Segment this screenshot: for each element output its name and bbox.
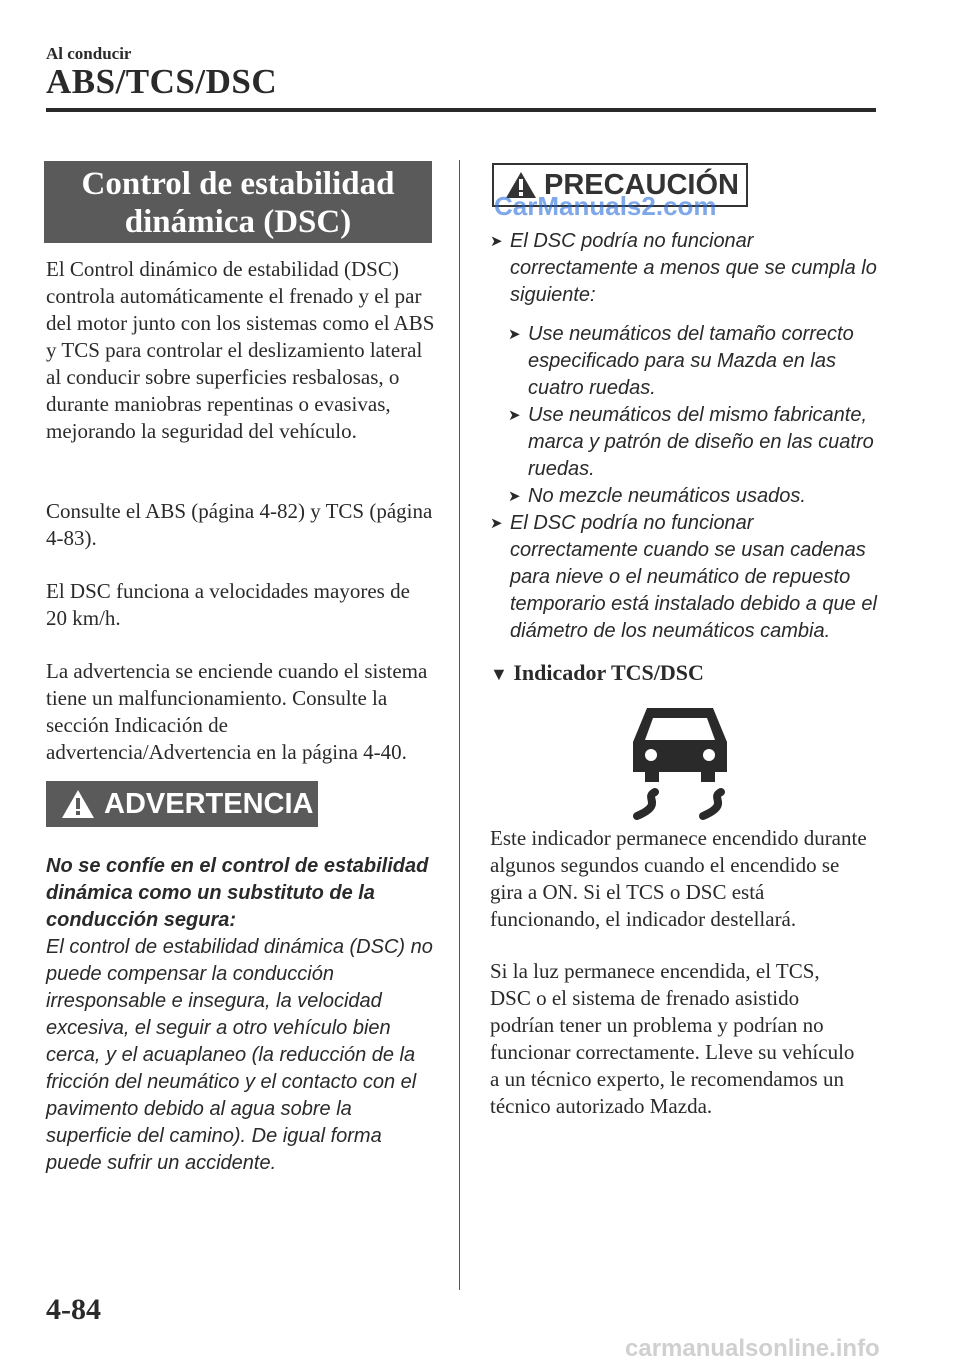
caution-item-1: ➤ El DSC podría no funcionar correctamente a menos que se cumpla lo siguiente: [490, 228, 880, 309]
section-title-line1: Control de estabilidad [81, 166, 395, 202]
caution-subitem-1: ➤ Use neumáticos del tamaño correcto especificado para su Mazda en las cuatro ruedas. [508, 321, 880, 402]
footer-watermark: carmanualsonline.info [625, 1335, 880, 1362]
warning-label: ADVERTENCIA [104, 787, 314, 820]
warning-light-paragraph: La advertencia se enciende cuando el sistema tiene un malfuncionamiento. Consulte la sección Indicación de advertencia/Advertencia en la página 4-40. [46, 659, 428, 764]
section-title-line2: dinámica (DSC) [124, 204, 352, 240]
page-title: ABS/TCS/DSC [46, 62, 278, 101]
intro-paragraph: El Control dinámico de estabilidad (DSC) controla automáticamente el frenado y el par del motor junto con los sistemas como el ABS y TCS para controlar el deslizamiento lateral al conducir sobre superficies resbalosas, o durante maniobras repentinas o evasivas, mejorando la seguridad del vehículo. [46, 257, 435, 443]
caution-subitem-3: ➤ No mezcle neumáticos usados. [508, 483, 880, 510]
section-label: Al conducir [46, 44, 132, 63]
page-number: 4-84 [46, 1293, 101, 1326]
indicator-paragraph-1: Este indicador permanece encendido durante algunos segundos cuando el encendido se gira a ON. Si el TCS o DSC está funcionando, el indicador destellará. [490, 826, 867, 931]
indicator-heading [490, 660, 704, 686]
warning-content [46, 853, 441, 1177]
caution-label: PRECAUCIÓN [544, 168, 739, 201]
indicator-paragraph-2: Si la luz permanece encendida, el TCS, DSC o el sistema de frenado asistido podrían tener un problema y podrían no funcionar correctamente. Lleve su vehículo a un técnico experto, le recomendamos un técnico autorizado Mazda. [490, 959, 855, 1118]
skid-car-icon [615, 700, 745, 822]
warning-triangle-icon [60, 788, 96, 820]
reference-paragraph: Consulte el ABS (página 4-82) y TCS (página 4-83). [46, 499, 433, 550]
warning-badge [46, 781, 318, 827]
caution-item-2: ➤ El DSC podría no funcionar correctamente cuando se usan cadenas para nieve o el neumático de repuesto temporario está instalado debido a que el diámetro de los neumáticos cambia. [490, 510, 880, 645]
caution-content [490, 228, 880, 645]
warning-body-text: El control de estabilidad dinámica (DSC) no puede compensar la conducción irresponsable e insegura, la velocidad excesiva, el seguir a otro vehículo bien cerca, y el acuaplaneo (la reducción de la fricción del neumático y el contacto con el pavimento debido al agua sobre la superficie del camino). De igual forma puede sufrir un accidente. [46, 936, 433, 1174]
warning-bold-text: No se confíe en el control de estabilidad dinámica como un substituto de la conducción segura: [46, 855, 429, 931]
section-title-box [44, 161, 432, 243]
header-rule [46, 108, 876, 112]
watermark-overlay: CarManuals2.com [494, 191, 717, 221]
column-divider [459, 160, 460, 1290]
triangle-down-icon: ▼ [490, 664, 508, 684]
speed-paragraph: El DSC funciona a velocidades mayores de 20 km/h. [46, 579, 410, 630]
indicator-heading-text: Indicador TCS/DSC [513, 660, 704, 685]
caution-subitem-2: ➤ Use neumáticos del mismo fabricante, marca y patrón de diseño en las cuatro ruedas. [508, 402, 880, 483]
